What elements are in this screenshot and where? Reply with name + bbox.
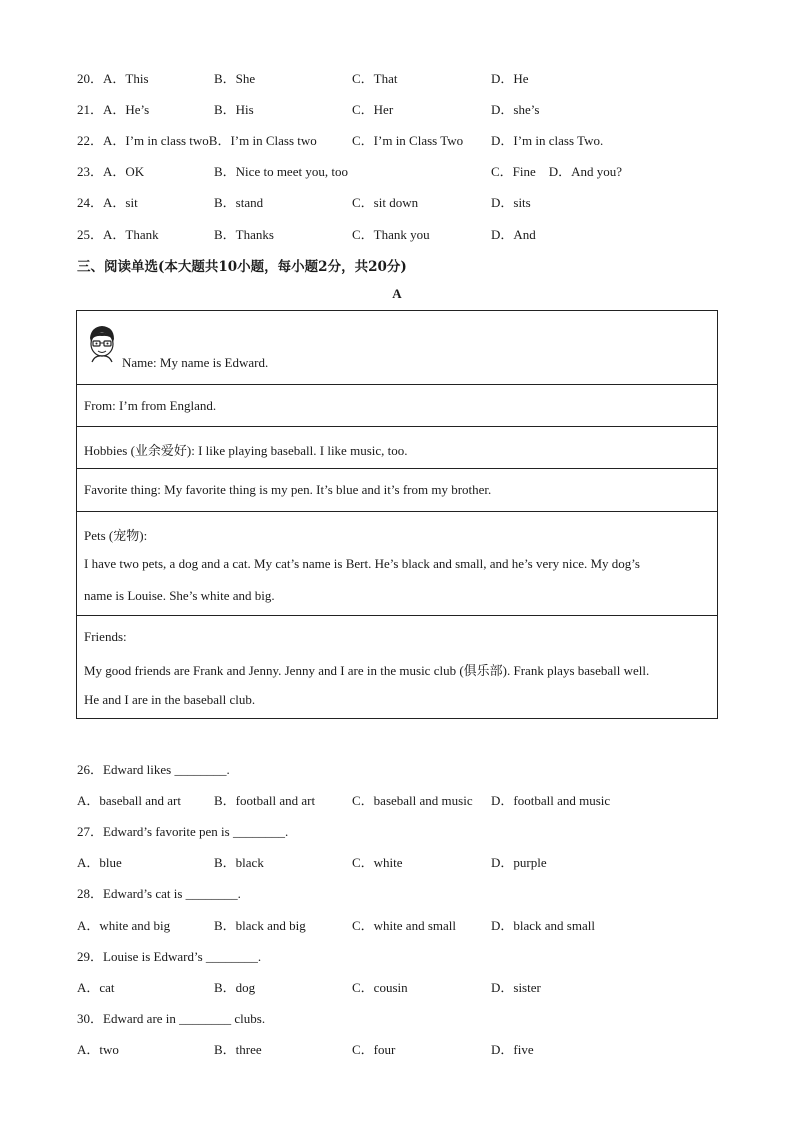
question-24-option-d[interactable]: D．sits [491, 195, 531, 210]
question-27-stem: 27．Edward’s favorite pen is ________. [77, 824, 289, 839]
question-20-option-b[interactable]: B．She [214, 71, 256, 86]
question-25-option-b[interactable]: B．Thanks [214, 227, 274, 242]
passage-table [76, 310, 718, 719]
passage-friends-line2: He and I are in the baseball club. [84, 692, 256, 707]
question-20-option-d[interactable]: D．He [491, 71, 529, 86]
boy-avatar-icon [85, 324, 119, 364]
question-26-stem: 26．Edward likes ________. [77, 762, 230, 777]
passage-from: From: I’m from England. [84, 398, 217, 413]
question-26-option-b[interactable]: B．football and art [214, 793, 316, 808]
question-28-option-d[interactable]: D．black and small [491, 918, 595, 933]
question-27-option-a[interactable]: A．blue [77, 855, 122, 870]
question-20-option-c[interactable]: C．That [352, 71, 398, 86]
passage-hobbies: Hobbies (业余爱好): I like playing baseball. I like music, too. [84, 443, 408, 458]
question-23-option-b[interactable]: B．Nice to meet you, too [214, 164, 348, 179]
question-25-option-d[interactable]: D．And [491, 227, 536, 242]
question-27-option-d[interactable]: D．purple [491, 855, 547, 870]
question-26-option-a[interactable]: A．baseball and art [77, 793, 181, 808]
passage-row-favorite [77, 468, 717, 511]
question-27-option-b[interactable]: B．black [214, 855, 264, 870]
question-28-option-c[interactable]: C．white and small [352, 918, 456, 933]
question-30-option-b[interactable]: B．three [214, 1042, 262, 1057]
passage-pets-title: Pets (宠物): [84, 528, 148, 543]
passage-friends-title: Friends: [84, 629, 127, 644]
question-21-option-d[interactable]: D．she’s [491, 102, 540, 117]
question-21-option-b[interactable]: B．His [214, 102, 254, 117]
question-28-option-b[interactable]: B．black and big [214, 918, 306, 933]
question-24-option-b[interactable]: B．stand [214, 195, 264, 210]
passage-friends-line1: My good friends are Frank and Jenny. Jenny and I are in the music club (俱乐部). Frank plays baseball well. [84, 663, 650, 678]
question-23-option-a[interactable]: 23．A．OK [77, 164, 145, 179]
question-24-option-a[interactable]: 24．A．sit [77, 195, 138, 210]
question-30-option-d[interactable]: D．five [491, 1042, 534, 1057]
question-23-option-cd[interactable]: C．Fine D．And you? [491, 164, 623, 179]
passage-pets-line1: I have two pets, a dog and a cat. My cat’s name is Bert. He’s black and small, and he’s very nice. My dog’s [84, 556, 640, 571]
passage-pets-line2: name is Louise. She’s white and big. [84, 588, 275, 603]
question-22-option-c[interactable]: C．I’m in Class Two [352, 133, 464, 148]
question-30-option-c[interactable]: C．four [352, 1042, 396, 1057]
question-28-stem: 28．Edward’s cat is ________. [77, 886, 241, 901]
question-30-stem: 30．Edward are in ________ clubs. [77, 1011, 266, 1026]
question-26-option-d[interactable]: D．football and music [491, 793, 611, 808]
question-21-option-a[interactable]: 21．A．He’s [77, 102, 150, 117]
question-21-option-c[interactable]: C．Her [352, 102, 394, 117]
passage-label: A [392, 286, 402, 301]
question-26-option-c[interactable]: C．baseball and music [352, 793, 473, 808]
question-30-option-a[interactable]: A．two [77, 1042, 119, 1057]
passage-row-pets [77, 511, 717, 615]
question-28-option-a[interactable]: A．white and big [77, 918, 171, 933]
question-29-option-c[interactable]: C．cousin [352, 980, 408, 995]
question-22-option-ab[interactable]: 22．A．I’m in class twoB．I’m in Class two [77, 133, 317, 148]
question-25-option-a[interactable]: 25．A．Thank [77, 227, 159, 242]
passage-row-name [77, 311, 717, 384]
passage-row-friends [77, 615, 717, 719]
passage-row-from [77, 384, 717, 426]
question-29-option-d[interactable]: D．sister [491, 980, 541, 995]
question-27-option-c[interactable]: C．white [352, 855, 403, 870]
question-29-option-b[interactable]: B．dog [214, 980, 256, 995]
passage-name: Name: My name is Edward. [122, 355, 269, 370]
passage-favorite: Favorite thing: My favorite thing is my pen. It’s blue and it’s from my brother. [84, 482, 492, 497]
section-title: 三、阅读单选(本大题共10小题，每小题2分，共20分) [77, 259, 407, 275]
question-25-option-c[interactable]: C．Thank you [352, 227, 430, 242]
question-20-option-a[interactable]: 20．A．This [77, 71, 149, 86]
question-24-option-c[interactable]: C．sit down [352, 195, 419, 210]
passage-row-hobbies [77, 426, 717, 468]
question-29-option-a[interactable]: A．cat [77, 980, 115, 995]
question-29-stem: 29．Louise is Edward’s ________. [77, 949, 262, 964]
question-22-option-d[interactable]: D．I’m in class Two. [491, 133, 604, 148]
